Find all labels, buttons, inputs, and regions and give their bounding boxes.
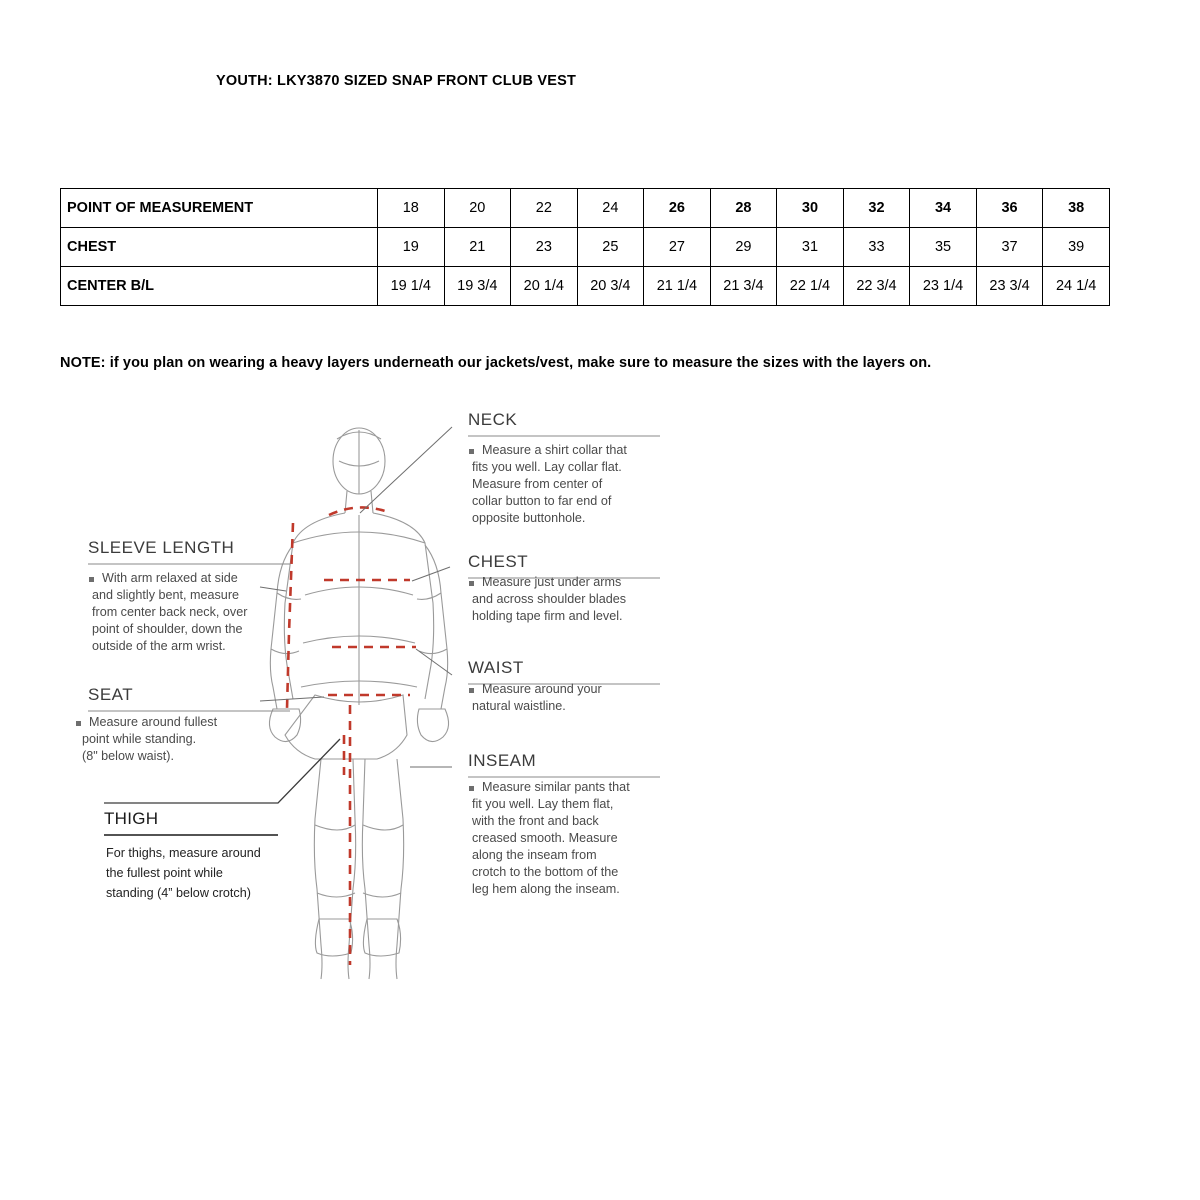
waist-heading: WAIST bbox=[468, 658, 524, 677]
seat-bullet-icon bbox=[76, 721, 81, 726]
chest-block bbox=[468, 552, 660, 623]
thigh-block bbox=[104, 809, 278, 900]
cell-chest-18: 19 bbox=[378, 228, 445, 267]
cell-chest-20: 21 bbox=[444, 228, 511, 267]
neck-leader bbox=[360, 427, 452, 513]
cell-centerbl-18: 19 1/4 bbox=[378, 267, 445, 306]
cell-centerbl-26: 21 1/4 bbox=[644, 267, 711, 306]
cell-chest-32: 33 bbox=[843, 228, 910, 267]
row-label-chest: CHEST bbox=[61, 228, 378, 267]
layers-note: NOTE: if you plan on wearing a heavy layers underneath our jackets/vest, make sure to measure the sizes with the layers on. bbox=[60, 355, 932, 371]
waist-block bbox=[468, 658, 660, 713]
cell-centerbl-36: 23 3/4 bbox=[976, 267, 1043, 306]
row-label-center-bl: CENTER B/L bbox=[61, 267, 378, 306]
inseam-block bbox=[468, 751, 660, 896]
cell-centerbl-32: 22 3/4 bbox=[843, 267, 910, 306]
neck-block bbox=[468, 410, 660, 525]
column-header-size-36: 36 bbox=[976, 189, 1043, 228]
seat-text: Measure around fullest point while standing. (8" below waist). bbox=[82, 715, 218, 763]
thigh-text: For thighs, measure around the fullest point while standing (4” below crotch) bbox=[106, 846, 261, 900]
size-chart-table bbox=[60, 188, 1110, 306]
page-title: YOUTH: LKY3870 SIZED SNAP FRONT CLUB VEST bbox=[216, 73, 577, 89]
cell-centerbl-28: 21 3/4 bbox=[710, 267, 777, 306]
column-header-size-38: 38 bbox=[1043, 189, 1110, 228]
chest-bullet-icon bbox=[469, 581, 474, 586]
cell-chest-34: 35 bbox=[910, 228, 977, 267]
cell-centerbl-24: 20 3/4 bbox=[577, 267, 644, 306]
cell-chest-36: 37 bbox=[976, 228, 1043, 267]
thigh-heading: THIGH bbox=[104, 809, 159, 828]
inseam-bullet-icon bbox=[469, 786, 474, 791]
sleeve-length-block bbox=[88, 538, 290, 653]
inseam-heading: INSEAM bbox=[468, 751, 537, 770]
column-header-size-24: 24 bbox=[577, 189, 644, 228]
waist-text: Measure around your natural waistline. bbox=[472, 682, 602, 713]
neck-bullet-icon bbox=[469, 449, 474, 454]
sleeve-length-text: With arm relaxed at side and slightly bent, measure from center back neck, over point of shoulder, down the outside of the arm wrist. bbox=[92, 571, 248, 653]
cell-chest-24: 25 bbox=[577, 228, 644, 267]
chest-leader bbox=[412, 567, 450, 581]
column-header-size-34: 34 bbox=[910, 189, 977, 228]
sleeve-length-heading: SLEEVE LENGTH bbox=[88, 538, 235, 557]
column-header-size-32: 32 bbox=[843, 189, 910, 228]
column-header-point-of-measurement: POINT OF MEASUREMENT bbox=[61, 189, 378, 228]
cell-centerbl-22: 20 1/4 bbox=[511, 267, 578, 306]
cell-chest-26: 27 bbox=[644, 228, 711, 267]
column-header-size-28: 28 bbox=[710, 189, 777, 228]
seat-heading: SEAT bbox=[88, 685, 134, 704]
seat-leader bbox=[260, 697, 324, 701]
cell-chest-22: 23 bbox=[511, 228, 578, 267]
table-row bbox=[61, 267, 1110, 306]
measurement-guide-lines bbox=[287, 507, 416, 965]
table-row bbox=[61, 228, 1110, 267]
column-header-size-18: 18 bbox=[378, 189, 445, 228]
cell-chest-28: 29 bbox=[710, 228, 777, 267]
sleeve-leader bbox=[260, 587, 286, 591]
chest-text: Measure just under arms and across shoulder blades holding tape firm and level. bbox=[472, 575, 627, 623]
column-header-size-26: 26 bbox=[644, 189, 711, 228]
inseam-text: Measure similar pants that fit you well. Lay them flat, with the front and back creased smooth. Measure along the inseam from crotch to the bottom of the leg hem along the inseam. bbox=[472, 780, 630, 896]
neck-text: Measure a shirt collar that fits you well. Lay collar flat. Measure from center of collar button to far end of opposite buttonhole. bbox=[472, 443, 627, 525]
neck-heading: NECK bbox=[468, 410, 518, 429]
column-header-size-22: 22 bbox=[511, 189, 578, 228]
sleeve-bullet-icon bbox=[89, 577, 94, 582]
chest-heading: CHEST bbox=[468, 552, 529, 571]
cell-chest-38: 39 bbox=[1043, 228, 1110, 267]
seat-block bbox=[76, 685, 290, 763]
column-header-size-30: 30 bbox=[777, 189, 844, 228]
measurement-diagram bbox=[60, 395, 680, 985]
cell-centerbl-34: 23 1/4 bbox=[910, 267, 977, 306]
size-chart-table-container bbox=[60, 188, 1110, 306]
cell-centerbl-30: 22 1/4 bbox=[777, 267, 844, 306]
waist-bullet-icon bbox=[469, 688, 474, 693]
cell-centerbl-38: 24 1/4 bbox=[1043, 267, 1110, 306]
mannequin-figure bbox=[269, 428, 448, 979]
table-header-row bbox=[61, 189, 1110, 228]
cell-centerbl-20: 19 3/4 bbox=[444, 267, 511, 306]
column-header-size-20: 20 bbox=[444, 189, 511, 228]
cell-chest-30: 31 bbox=[777, 228, 844, 267]
